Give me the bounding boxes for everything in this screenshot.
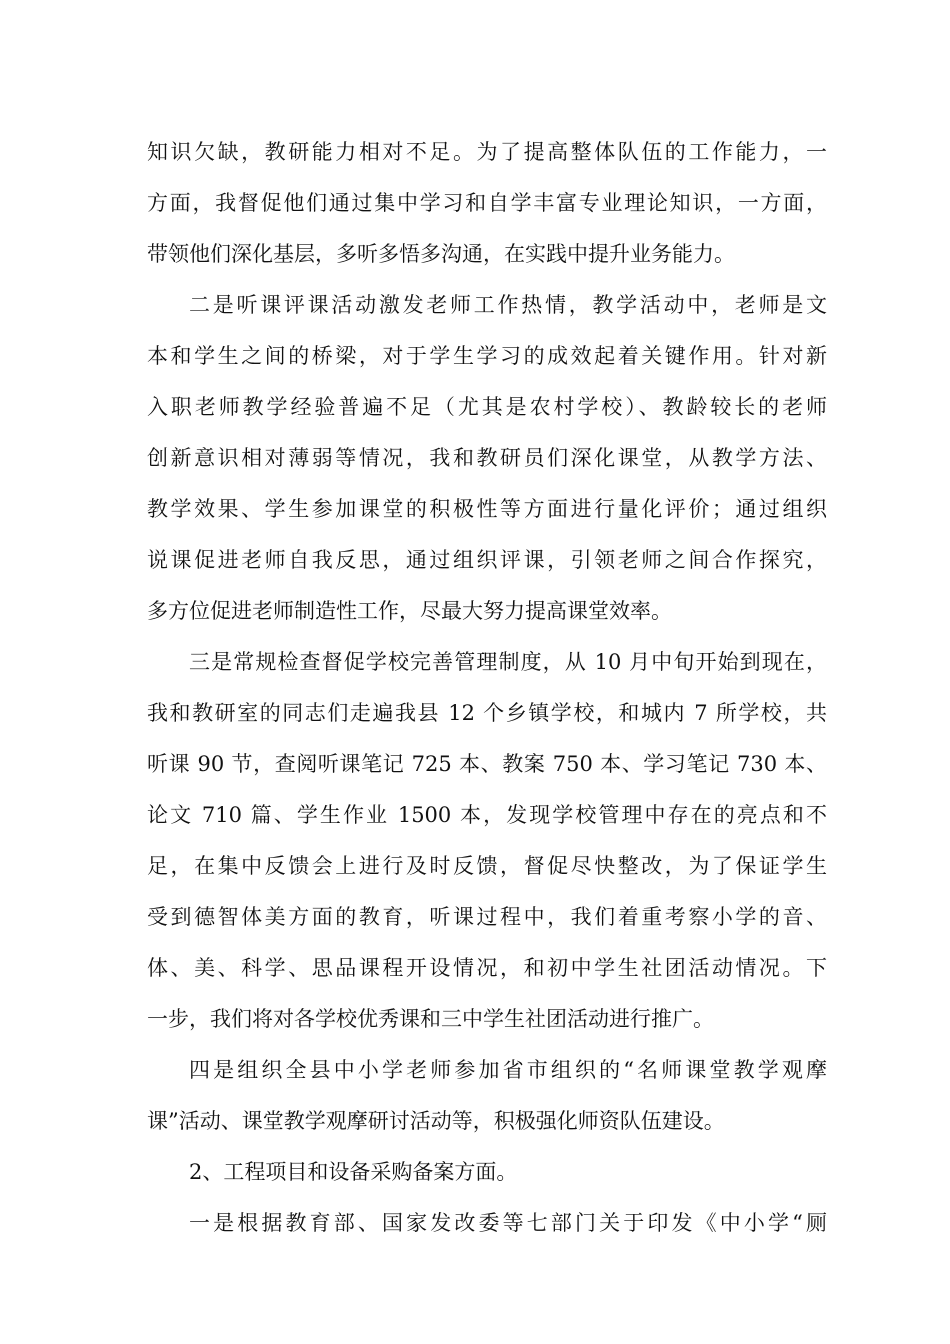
section-heading: 2、工程项目和设备采购备案方面。 xyxy=(189,1160,518,1184)
body-text xyxy=(147,130,827,1252)
text-line: 带领他们深化基层，多听多悟多沟通，在实践中提升业务能力。 xyxy=(147,242,735,266)
text-line: 知识欠缺，教研能力相对不足。为了提高整体队伍的工作能力，一 xyxy=(147,140,827,164)
text-line: 本和学生之间的桥梁，对于学生学习的成效起着关键作用。针对新 xyxy=(147,344,827,368)
text-line: 一步，我们将对各学校优秀课和三中学生社团活动进行推广。 xyxy=(147,1007,714,1031)
text-line: 听课 90 节，查阅听课笔记 725 本、教案 750 本、学习笔记 730 本、 xyxy=(147,752,827,776)
text-line: 三是常规检查督促学校完善管理制度，从 10 月中旬开始到现在， xyxy=(189,650,827,674)
text-line: 一是根据教育部、国家发改委等七部门关于印发《中小学“厕 xyxy=(189,1211,827,1235)
text-line: 方面，我督促他们通过集中学习和自学丰富专业理论知识，一方面， xyxy=(147,191,827,215)
text-line: 创新意识相对薄弱等情况，我和教研员们深化课堂，从教学方法、 xyxy=(147,446,827,470)
text-line: 说课促进老师自我反思，通过组织评课，引领老师之间合作探究， xyxy=(147,548,827,572)
text-line: 足，在集中反馈会上进行及时反馈，督促尽快整改，为了保证学生 xyxy=(147,854,827,878)
text-line: 教学效果、学生参加课堂的积极性等方面进行量化评价；通过组织 xyxy=(147,497,827,521)
text-line: 四是组织全县中小学老师参加省市组织的“名师课堂教学观摩 xyxy=(189,1058,827,1082)
text-line: 课”活动、课堂教学观摩研讨活动等，积极强化师资队伍建设。 xyxy=(147,1109,725,1133)
text-line: 二是听课评课活动激发老师工作热情，教学活动中，老师是文 xyxy=(189,293,827,317)
text-line: 体、美、科学、思品课程开设情况，和初中学生社团活动情况。下 xyxy=(147,956,827,980)
text-line: 论文 710 篇、学生作业 1500 本，发现学校管理中存在的亮点和不 xyxy=(147,803,827,827)
text-line: 多方位促进老师制造性工作，尽最大努力提高课堂效率。 xyxy=(147,599,672,623)
text-line: 受到德智体美方面的教育，听课过程中，我们着重考察小学的音、 xyxy=(147,905,827,929)
text-line: 我和教研室的同志们走遍我县 12 个乡镇学校，和城内 7 所学校，共 xyxy=(147,701,827,725)
text-line: 入职老师教学经验普遍不足（尤其是农村学校）、教龄较长的老师 xyxy=(147,395,827,419)
